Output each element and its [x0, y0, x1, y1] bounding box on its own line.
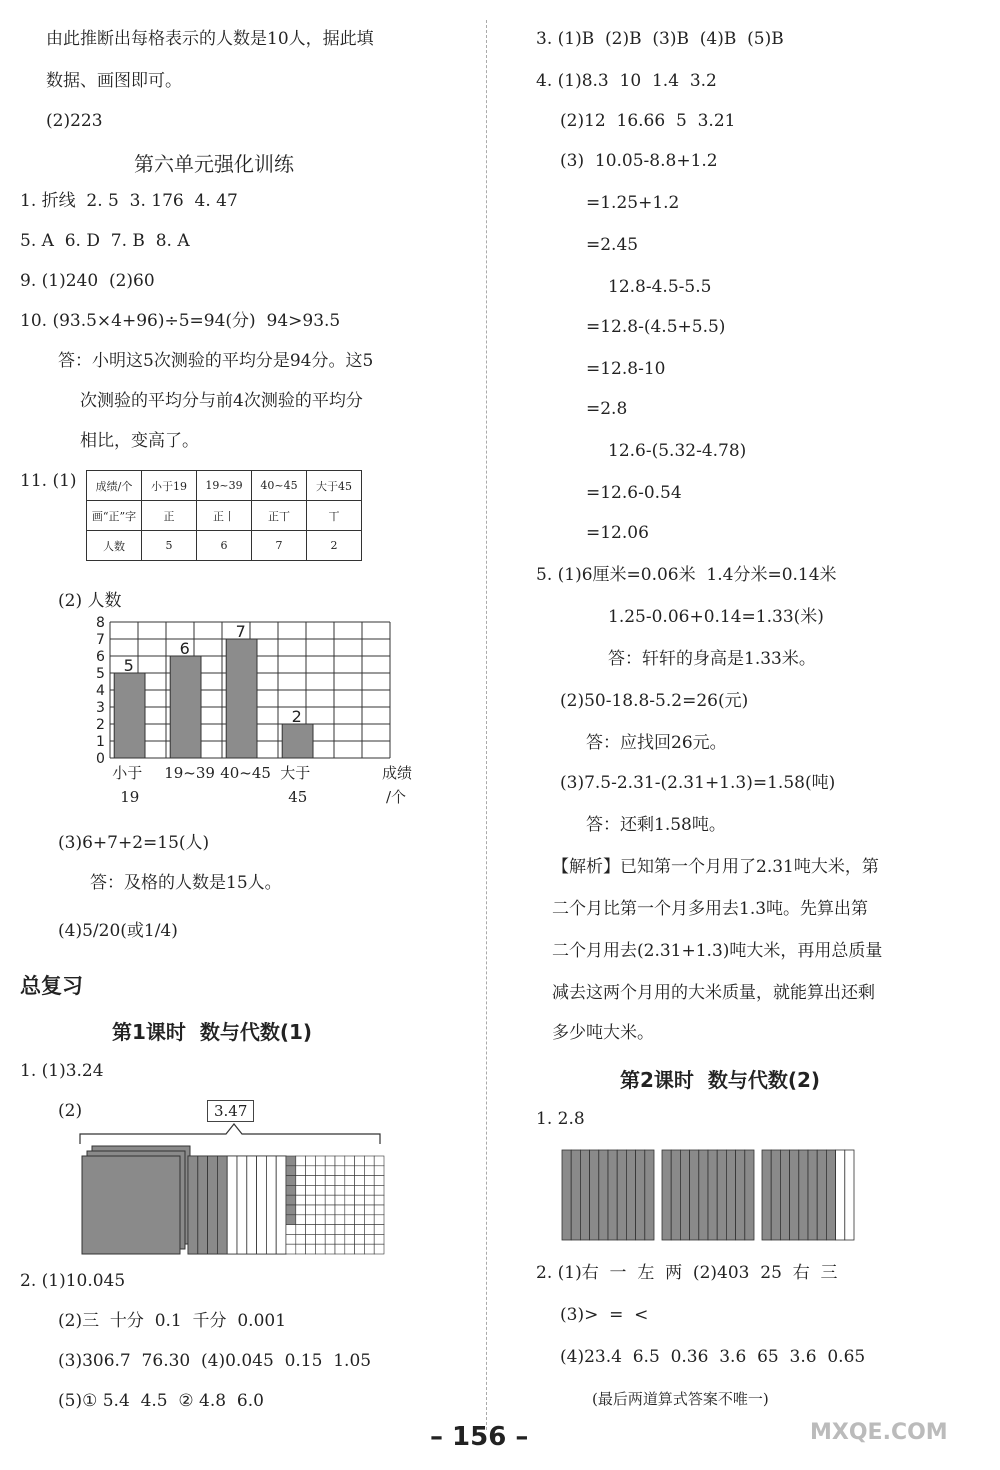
y-tick-label: 0: [96, 751, 105, 767]
y-tick-label: 5: [96, 666, 105, 682]
tenth-strip: [762, 1150, 771, 1240]
answer-line: =12.06: [586, 523, 649, 543]
hundredth-cell: [335, 1156, 345, 1166]
hundredth-cell: [306, 1185, 316, 1195]
hundredth-cell: [355, 1185, 365, 1195]
unit-square: [82, 1156, 180, 1254]
table-cell: 7: [252, 531, 307, 561]
table-cell: 正: [142, 501, 197, 531]
hundredth-cell: [335, 1166, 345, 1176]
table-cell: 大于45: [307, 471, 362, 501]
table-cell: 画“正”字: [87, 501, 142, 531]
hundredth-cell: [315, 1166, 325, 1176]
answer-line: 1. 2.8: [536, 1109, 585, 1129]
bar: [170, 656, 201, 758]
answer-line: (2): [58, 1101, 83, 1121]
hundredth-cell: [345, 1176, 355, 1186]
bar-value-label: 7: [235, 622, 246, 641]
hundredth-cell: [306, 1215, 316, 1225]
tenth-strip: [680, 1150, 689, 1240]
hundredth-cell: [286, 1166, 296, 1176]
answer-line: 4. (1)8.3 10 1.4 3.2: [536, 71, 717, 91]
hundredth-cell: [296, 1225, 306, 1235]
lesson1-title: 第1课时 数与代数(1): [112, 1020, 313, 1044]
hundredth-cell: [286, 1185, 296, 1195]
answer-line: =2.8: [586, 399, 628, 419]
hundredth-cell: [306, 1166, 316, 1176]
table-cell: 19~39: [197, 471, 252, 501]
hundredth-cell: [286, 1195, 296, 1205]
answer-line: (2)50-18.8-5.2=26(元): [560, 691, 749, 711]
answer-line: =12.6-0.54: [586, 483, 682, 503]
y-tick-label: 2: [96, 717, 105, 733]
answer-line: 多少吨大米。: [552, 1023, 654, 1043]
hundredth-cell: [335, 1205, 345, 1215]
hundredth-cell: [306, 1234, 316, 1244]
answer-line: (2)12 16.66 5 3.21: [560, 111, 736, 131]
answer-line: 1. 折线 2. 5 3. 176 4. 47: [20, 191, 238, 211]
hundredth-cell: [364, 1244, 374, 1254]
bar-value-label: 5: [123, 656, 134, 675]
hundredth-cell: [335, 1244, 345, 1254]
page-number: – 156 –: [430, 1422, 529, 1452]
table-cell: 2: [307, 531, 362, 561]
x-tick-label: 小于: [112, 764, 143, 782]
table-cell: 丅: [307, 501, 362, 531]
q11-label: 11. (1): [20, 471, 77, 491]
table-cell: 正丨: [197, 501, 252, 531]
text-line: 数据、画图即可。: [46, 71, 182, 91]
hundredth-cell: [286, 1205, 296, 1215]
hundredth-cell: [355, 1156, 365, 1166]
hundredth-cell: [306, 1225, 316, 1235]
tenth-strip: [790, 1150, 799, 1240]
tenth-strip: [745, 1150, 754, 1240]
bar: [226, 639, 257, 758]
hundredth-cell: [374, 1244, 384, 1254]
hundredth-cell: [374, 1185, 384, 1195]
hundredth-cell: [315, 1185, 325, 1195]
tenth-strip: [608, 1150, 617, 1240]
answer-line: 2. (1)10.045: [20, 1271, 126, 1291]
hundredth-cell: [286, 1176, 296, 1186]
answer-line: 【解析】已知第一个月用了2.31吨大米，第: [552, 857, 879, 877]
table-cell: 6: [197, 531, 252, 561]
text-line: 由此推断出每格表示的人数是10人，据此填: [46, 29, 374, 49]
hundredth-cell: [355, 1195, 365, 1205]
tenth-strip: [227, 1156, 237, 1254]
tenth-strip: [645, 1150, 654, 1240]
answer-line: 12.8-4.5-5.5: [608, 277, 712, 297]
hundredth-cell: [296, 1176, 306, 1186]
decimal-model: [76, 1120, 386, 1255]
hundredth-cell: [364, 1205, 374, 1215]
hundredth-cell: [364, 1176, 374, 1186]
hundredth-cell: [364, 1156, 374, 1166]
answer-line: 答：小明这5次测验的平均分是94分。这5: [58, 351, 374, 371]
hundredth-cell: [296, 1215, 306, 1225]
tenth-strip: [599, 1150, 608, 1240]
hundredths-grid: [286, 1156, 384, 1254]
table-cell: 正丅: [252, 501, 307, 531]
tenth-strip: [626, 1150, 635, 1240]
unit6-title: 第六单元强化训练: [134, 152, 294, 176]
tenth-strip: [662, 1150, 671, 1240]
tenth-strip: [198, 1156, 208, 1254]
x-tick-label: 大于: [280, 764, 311, 782]
answer-line: 答：及格的人数是15人。: [90, 873, 282, 893]
x-tick-label: 40~45: [220, 764, 271, 782]
answer-line: 二个月比第一个月多用去1.3吨。先算出第: [552, 899, 869, 919]
hundredth-cell: [355, 1205, 365, 1215]
answer-line: (3)6+7+2=15(人): [58, 833, 210, 853]
hundredth-cell: [296, 1156, 306, 1166]
hundredth-cell: [296, 1205, 306, 1215]
answer-line: 10. (93.5×4+96)÷5=94(分) 94>93.5: [20, 311, 341, 331]
answer-line: (2)三 十分 0.1 千分 0.001: [58, 1311, 287, 1331]
answer-line: 3. (1)B (2)B (3)B (4)B (5)B: [536, 29, 784, 49]
hundredth-cell: [355, 1176, 365, 1186]
y-tick-label: 6: [96, 649, 105, 665]
hundredth-cell: [345, 1244, 355, 1254]
x-tick-label: 45: [288, 788, 308, 806]
hundredth-cell: [325, 1176, 335, 1186]
tenth-strip: [780, 1150, 789, 1240]
hundredth-cell: [296, 1185, 306, 1195]
hundredth-cell: [345, 1205, 355, 1215]
hundredth-cell: [364, 1195, 374, 1205]
text-line: (2)223: [46, 111, 103, 131]
hundredth-cell: [364, 1166, 374, 1176]
answer-line: 次测验的平均分与前4次测验的平均分: [80, 391, 363, 411]
hundredth-cell: [345, 1166, 355, 1176]
x-tick-label: 19~39: [164, 764, 215, 782]
answer-line: (4)23.4 6.5 0.36 3.6 65 3.6 0.65: [560, 1347, 866, 1367]
hundredth-cell: [325, 1185, 335, 1195]
hundredth-cell: [286, 1215, 296, 1225]
tenth-strip: [580, 1150, 589, 1240]
answer-line: (4)5/20(或1/4): [58, 921, 178, 941]
tenth-strip: [266, 1156, 276, 1254]
answer-line: =1.25+1.2: [586, 193, 680, 213]
tenth-strip: [276, 1156, 286, 1254]
hundredth-cell: [374, 1195, 384, 1205]
answer-line: =2.45: [586, 235, 639, 255]
hundredth-cell: [325, 1244, 335, 1254]
hundredth-cell: [355, 1215, 365, 1225]
answer-line: (3)7.5-2.31-(2.31+1.3)=1.58(吨): [560, 773, 836, 793]
hundredth-cell: [364, 1185, 374, 1195]
answer-line: 答：应找回26元。: [586, 733, 727, 753]
tenth-strip: [208, 1156, 218, 1254]
tenth-strip: [257, 1156, 267, 1254]
hundredth-cell: [374, 1225, 384, 1235]
hundredth-cell: [335, 1225, 345, 1235]
hundredth-cell: [374, 1234, 384, 1244]
answer-line: (3)306.7 76.30 (4)0.045 0.15 1.05: [58, 1351, 372, 1371]
tenth-strip: [188, 1156, 198, 1254]
brace: [80, 1124, 380, 1144]
answer-line: 答：还剩1.58吨。: [586, 815, 726, 835]
hundredth-cell: [286, 1244, 296, 1254]
hundredth-cell: [364, 1234, 374, 1244]
tenth-strip: [571, 1150, 580, 1240]
tenths-grid: [188, 1156, 286, 1254]
hundredth-cell: [315, 1156, 325, 1166]
tenth-strip: [690, 1150, 699, 1240]
hundredth-cell: [315, 1205, 325, 1215]
answer-line: 5. (1)6厘米=0.06米 1.4分米=0.14米: [536, 565, 837, 585]
hundredth-cell: [345, 1156, 355, 1166]
hundredth-cell: [306, 1244, 316, 1254]
tenth-strip: [845, 1150, 854, 1240]
column-divider: [486, 20, 487, 1430]
tenth-strip: [799, 1150, 808, 1240]
answer-line: 相比，变高了。: [80, 431, 199, 451]
hundredth-cell: [374, 1156, 384, 1166]
y-tick-label: 7: [96, 632, 105, 648]
hundredth-cell: [364, 1225, 374, 1235]
hundredth-cell: [286, 1234, 296, 1244]
table-cell: 5: [142, 531, 197, 561]
hundredth-cell: [315, 1176, 325, 1186]
hundredth-cell: [325, 1195, 335, 1205]
bar-chart: [80, 612, 420, 812]
tenth-strip: [617, 1150, 626, 1240]
tenth-strip: [726, 1150, 735, 1240]
hundredth-cell: [306, 1156, 316, 1166]
answer-line: 1.25-0.06+0.14=1.33(米): [608, 607, 824, 627]
bar: [282, 724, 313, 758]
tenth-strip: [808, 1150, 817, 1240]
hundredth-cell: [306, 1176, 316, 1186]
table-cell: 人数: [87, 531, 142, 561]
hundredth-cell: [345, 1195, 355, 1205]
hundredth-cell: [286, 1156, 296, 1166]
tenth-strip: [771, 1150, 780, 1240]
hundredth-cell: [296, 1244, 306, 1254]
hundredth-cell: [345, 1225, 355, 1235]
answer-line: =12.8-(4.5+5.5): [586, 317, 726, 337]
hundredth-cell: [355, 1225, 365, 1235]
tenth-strip: [247, 1156, 257, 1254]
hundredth-cell: [374, 1176, 384, 1186]
hundredth-cell: [335, 1185, 345, 1195]
hundredth-cell: [374, 1166, 384, 1176]
tenth-strip: [826, 1150, 835, 1240]
y-tick-label: 8: [96, 615, 105, 631]
bar: [114, 673, 145, 758]
watermark: MXQE.COM: [810, 1420, 948, 1445]
hundredth-cell: [325, 1215, 335, 1225]
tenth-strip: [237, 1156, 247, 1254]
hundredth-cell: [364, 1215, 374, 1225]
answer-line: 9. (1)240 (2)60: [20, 271, 155, 291]
hundredth-cell: [355, 1244, 365, 1254]
hundredth-cell: [335, 1215, 345, 1225]
answer-line: (3)> = <: [560, 1305, 649, 1325]
hundredth-cell: [306, 1195, 316, 1205]
table-cell: 小于19: [142, 471, 197, 501]
tenth-strip: [717, 1150, 726, 1240]
hundredth-cell: [306, 1205, 316, 1215]
bar-value-label: 2: [291, 707, 302, 726]
hundredth-cell: [355, 1166, 365, 1176]
tenth-strip: [217, 1156, 227, 1254]
hundredth-cell: [345, 1215, 355, 1225]
answer-line: 1. (1)3.24: [20, 1061, 104, 1081]
bar-value-label: 6: [179, 639, 190, 658]
x-axis-label: /个: [386, 788, 407, 806]
table-cell: 成绩/个: [87, 471, 142, 501]
review-title: 总复习: [20, 974, 83, 998]
hundredth-cell: [345, 1234, 355, 1244]
hundredth-cell: [335, 1176, 345, 1186]
note: (最后两道算式答案不唯一): [592, 1390, 769, 1408]
y-tick-label: 3: [96, 700, 105, 716]
x-axis-label: 成绩: [382, 764, 413, 782]
answer-line: 二个月用去(2.31+1.3)吨大米，再用总质量: [552, 941, 883, 961]
answer-line: 2. (1)右 一 左 两 (2)403 25 右 三: [536, 1263, 838, 1283]
tenth-strip: [736, 1150, 745, 1240]
tenth-strip: [562, 1150, 571, 1240]
hundredth-cell: [325, 1225, 335, 1235]
value-box: 3.47: [207, 1100, 254, 1122]
hundredth-cell: [296, 1195, 306, 1205]
hundredth-cell: [286, 1225, 296, 1235]
tenth-strip: [590, 1150, 599, 1240]
tenth-strip: [671, 1150, 680, 1240]
hundredth-cell: [325, 1205, 335, 1215]
answer-line: (3) 10.05-8.8+1.2: [560, 151, 718, 171]
hundredth-cell: [374, 1205, 384, 1215]
hundredth-cell: [335, 1234, 345, 1244]
hundredth-cell: [325, 1166, 335, 1176]
answer-line: =12.8-10: [586, 359, 666, 379]
tally-table: [86, 470, 362, 561]
hundredth-cell: [315, 1215, 325, 1225]
y-tick-label: 4: [96, 683, 105, 699]
table-cell: 40~45: [252, 471, 307, 501]
lesson2-title: 第2课时 数与代数(2): [620, 1068, 821, 1092]
hundredth-cell: [315, 1195, 325, 1205]
tenth-strip: [636, 1150, 645, 1240]
hundredth-cell: [325, 1156, 335, 1166]
tenth-strip: [836, 1150, 845, 1240]
hundredth-cell: [315, 1225, 325, 1235]
hundredth-cell: [345, 1185, 355, 1195]
answer-line: 答：轩轩的身高是1.33米。: [608, 649, 816, 669]
x-tick-label: 19: [120, 788, 140, 806]
tenth-strip: [699, 1150, 708, 1240]
hundredth-cell: [374, 1215, 384, 1225]
hundredth-cell: [335, 1195, 345, 1205]
tenth-strip: [708, 1150, 717, 1240]
hundredth-cell: [315, 1234, 325, 1244]
hundredth-cell: [355, 1234, 365, 1244]
tenths-model: [560, 1148, 860, 1242]
answer-line: (5)① 5.4 4.5 ② 4.8 6.0: [58, 1391, 264, 1411]
hundredth-cell: [315, 1244, 325, 1254]
q11-2-label: (2) 人数: [58, 591, 122, 611]
answer-line: 12.6-(5.32-4.78): [608, 441, 747, 461]
tenth-strip: [817, 1150, 826, 1240]
hundredth-cell: [296, 1166, 306, 1176]
hundredth-cell: [325, 1234, 335, 1244]
answer-line: 5. A 6. D 7. B 8. A: [20, 231, 190, 251]
hundredth-cell: [296, 1234, 306, 1244]
y-tick-label: 1: [96, 734, 105, 750]
answer-line: 减去这两个月用的大米质量，就能算出还剩: [552, 983, 875, 1003]
